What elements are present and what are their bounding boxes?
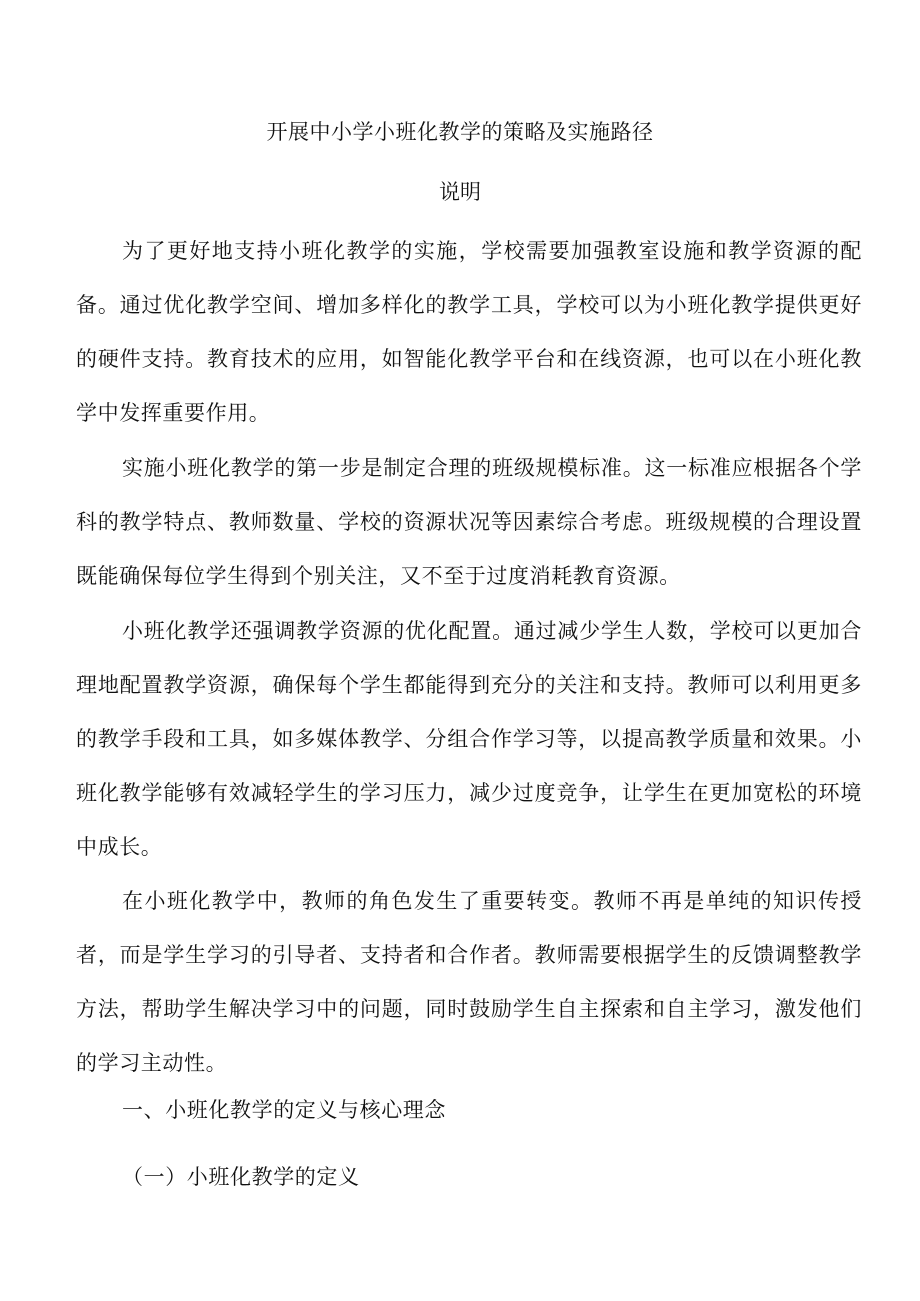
document-title: 开展中小学小班化教学的策略及实施路径 (266, 120, 654, 144)
subsection-heading: （一）小班化教学的定义 (122, 1165, 360, 1189)
paragraph: 实施小班化教学的第一步是制定合理的班级规模标准。这一标准应根据各个学科的教学特点、教师数量、学校的资源状况等因素综合考虑。班级规模的合理设置既能确保每位学生得到个别关注，又不至于过度消耗教育资源。 (76, 456, 862, 588)
paragraph: 小班化教学还强调教学资源的优化配置。通过减少学生人数，学校可以更加合理地配置教学资源，确保每个学生都能得到充分的关注和支持。教师可以利用更多的教学手段和工具，如多媒体教学、分组合作学习等，以提高教学质量和效果。小班化教学能够有效减轻学生的学习压力，减少过度竞争，让学生在更加宽松的环境中成长。 (76, 619, 862, 859)
document-subtitle: 说明 (439, 180, 481, 204)
paragraph: 在小班化教学中，教师的角色发生了重要转变。教师不再是单纯的知识传授者，而是学生学习的引导者、支持者和合作者。教师需要根据学生的反馈调整教学方法，帮助学生解决学习中的问题，同时鼓励学生自主探索和自主学习，激发他们的学习主动性。 (76, 889, 862, 1075)
paragraph: 为了更好地支持小班化教学的实施，学校需要加强教室设施和教学资源的配备。通过优化教学空间、增加多样化的教学工具，学校可以为小班化教学提供更好的硬件支持。教育技术的应用，如智能化教学平台和在线资源，也可以在小班化教学中发挥重要作用。 (76, 239, 862, 425)
section-heading: 一、小班化教学的定义与核心理念 (122, 1098, 446, 1122)
